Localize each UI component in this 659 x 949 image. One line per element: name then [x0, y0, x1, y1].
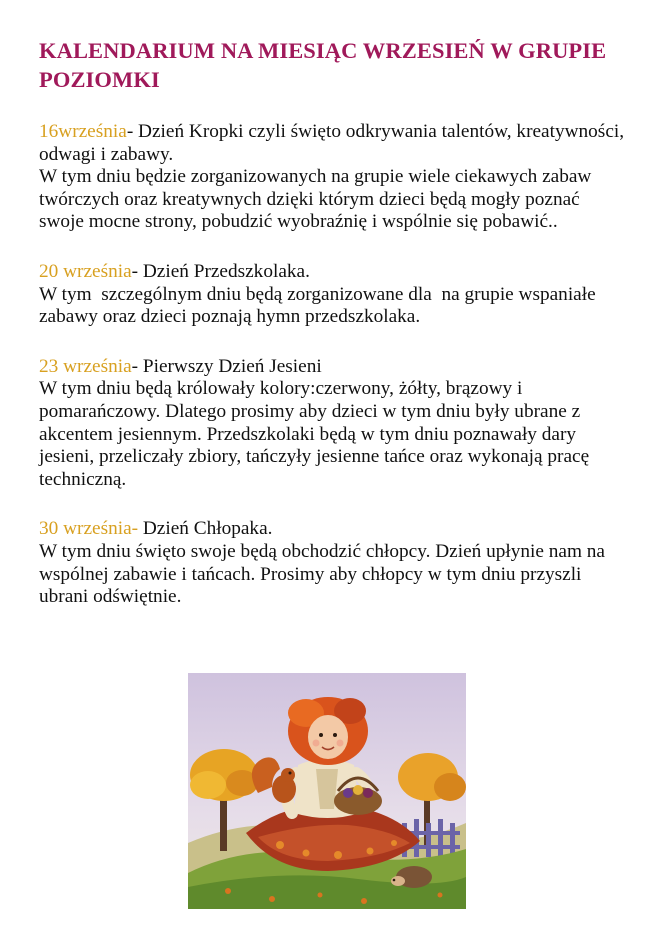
entry-date: 23 września: [39, 355, 132, 377]
entry-date: 30 września-: [39, 518, 139, 540]
page-title: KALENDARIUM NA MIESIĄC WRZESIEŃ W GRUPIE POZIOMKI: [39, 38, 607, 92]
entry-heading: - Dzień Przedszkolaka.: [131, 260, 310, 282]
calendar-page: [39, 36, 629, 609]
entry-heading: Dzień Chłopaka.: [138, 518, 273, 540]
calendar-entries: [39, 121, 629, 609]
entry-heading-line: [39, 261, 629, 284]
entry-heading-line: [39, 356, 629, 379]
entry-date: 20 września: [39, 260, 132, 282]
autumn-illustration-svg: [188, 673, 466, 909]
entry-body: W tym dniu święto swoje będą obchodzić chłopcy. Dzień upłynie nam na wspólnej zabawie i tańcach. Prosimy aby chłopcy w tym dniu przyszli ubrani odświętnie.: [39, 540, 605, 608]
calendar-entry-16: [39, 121, 629, 234]
entry-body: W tym dniu będą królowały kolory:czerwony, żółty, brązowy i pomarańczowy. Dlatego prosimy aby dzieci w tym dniu były ubrane z akcentem jesiennym. Przedszkolaki będą w tym dniu poznawały dary jesieni, przeliczały zbiory, tańczyły jesienne tańce oraz wykonają pracę techniczną.: [39, 378, 590, 490]
calendar-entry-20: [39, 261, 629, 329]
entry-date: 16września: [39, 121, 127, 142]
calendar-entry-30: [39, 518, 629, 608]
entry-heading: - Dzień Kropki czyli święto odkrywania talentów, kreatywności, odwagi i zabawy.: [39, 121, 625, 165]
entry-heading-line: [39, 121, 629, 166]
girl-head-icon: [288, 697, 368, 765]
autumn-girl-illustration: [188, 673, 466, 909]
entry-body: W tym szczególnym dniu będą zorganizowane dla na grupie wspaniałe zabawy oraz dzieci poznają hymn przedszkolaka.: [39, 283, 601, 328]
entry-body: W tym dniu będzie zorganizowanych na grupie wiele ciekawych zabaw twórczych oraz kreatywnych dzięki którym dzieci będą mogły poznać swoje mocne strony, pobudzić wyobraźnię i wspólnie się pobawić..: [39, 166, 592, 233]
entry-heading-line: [39, 518, 629, 541]
entry-heading: - Pierwszy Dzień Jesieni: [131, 355, 322, 377]
calendar-entry-23: [39, 356, 629, 492]
